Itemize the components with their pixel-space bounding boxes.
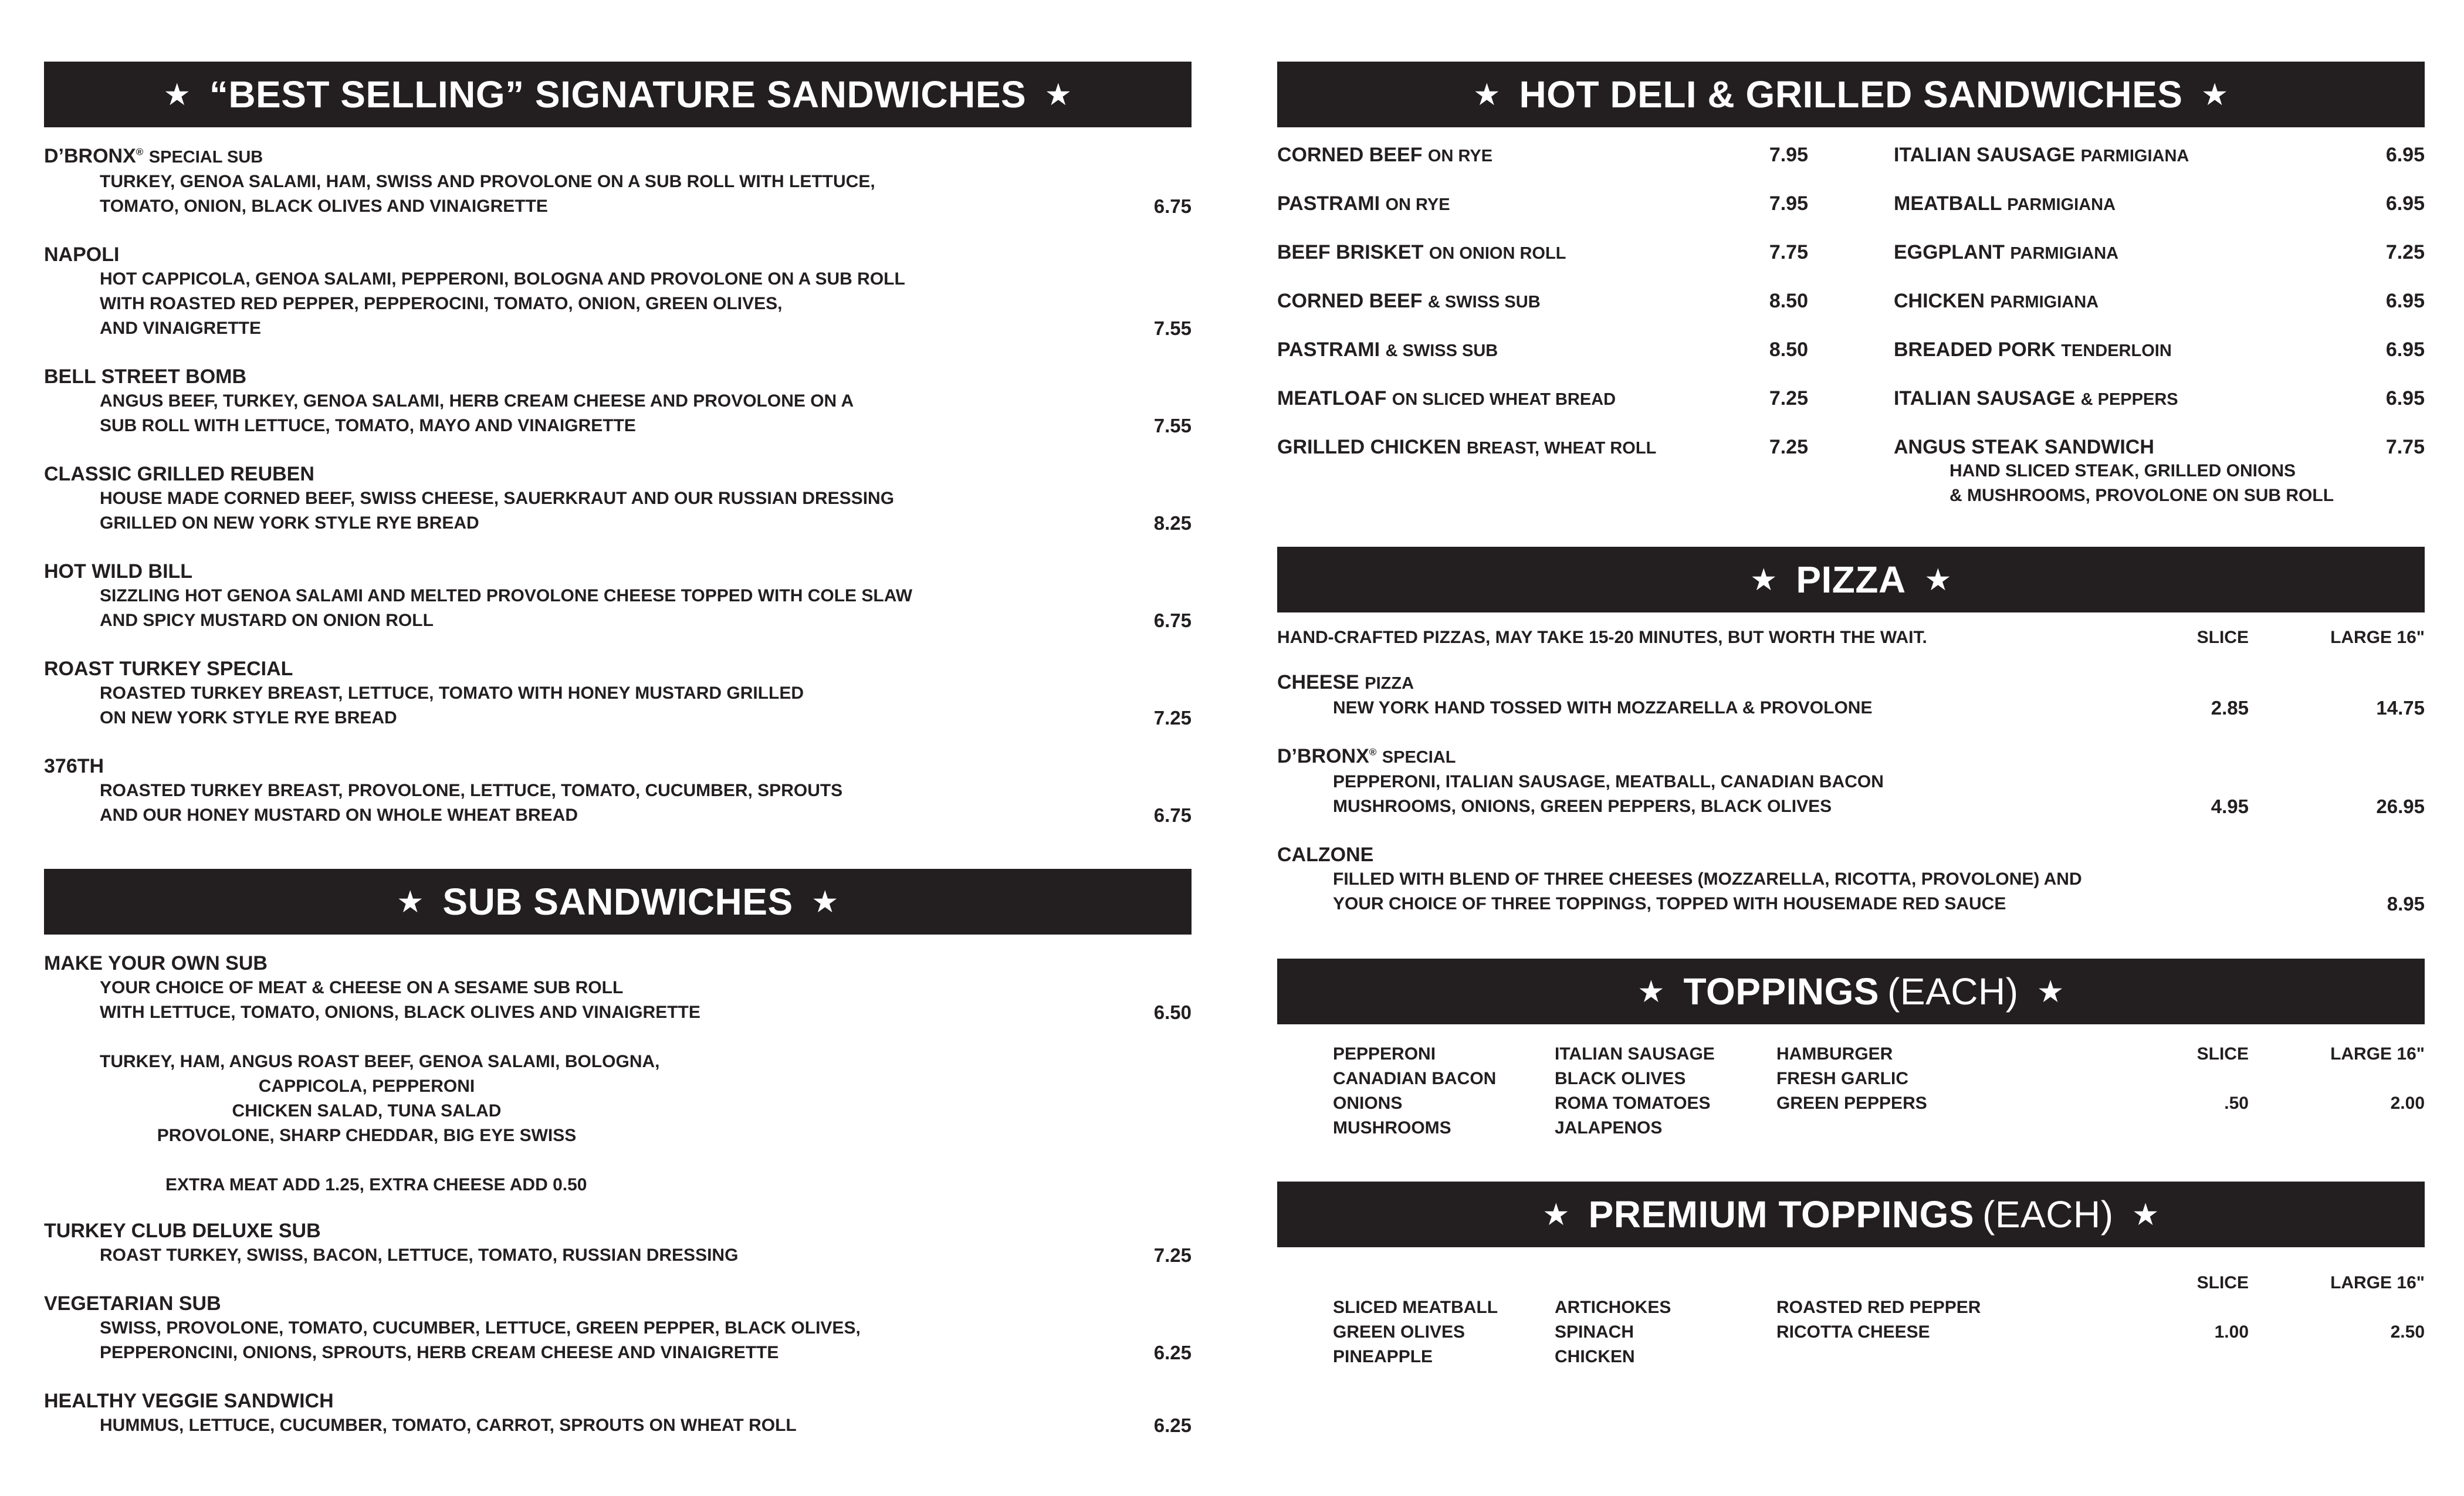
toppings-title: TOPPINGS bbox=[1683, 970, 1880, 1013]
item-name-detail: PARMIGIANA bbox=[2010, 244, 2119, 263]
star-icon: ★ bbox=[2038, 976, 2063, 1007]
desc-line: AND SPICY MUSTARD ON ONION ROLL bbox=[100, 611, 434, 630]
pizza-banner bbox=[1277, 547, 2425, 612]
desc-line: AND OUR HONEY MUSTARD ON WHOLE WHEAT BREAD bbox=[100, 805, 578, 825]
item-name-text: PASTRAMI bbox=[1277, 192, 1380, 215]
hot-right-list bbox=[1894, 144, 2425, 485]
large-price: 14.75 bbox=[2376, 697, 2425, 719]
item-name-detail: ON ONION ROLL bbox=[1429, 244, 1566, 263]
topping-item: SLICED MEATBALL bbox=[1333, 1298, 1498, 1317]
item-name: HEALTHY VEGGIE SANDWICH bbox=[44, 1390, 334, 1412]
pizza-header bbox=[1277, 628, 2425, 648]
desc-line: SUB ROLL WITH LETTUCE, TOMATO, MAYO AND VINAIGRETTE bbox=[100, 416, 636, 435]
item-name bbox=[1277, 339, 1498, 361]
pizza-intro: HAND-CRAFTED PIZZAS, MAY TAKE 15-20 MINUTES, BUT WORTH THE WAIT. bbox=[1277, 628, 1927, 647]
hot-item bbox=[1894, 144, 2425, 192]
item-name: MAKE YOUR OWN SUB bbox=[44, 952, 268, 974]
item-desc bbox=[44, 170, 1192, 219]
pizza-item bbox=[1277, 670, 2425, 720]
item-name-text: ITALIAN SAUSAGE bbox=[1894, 387, 2076, 409]
slice-header: SLICE bbox=[2196, 1273, 2249, 1292]
topping-item: ITALIAN SAUSAGE bbox=[1555, 1044, 1715, 1064]
item-name-text: D’BRONX bbox=[44, 145, 136, 167]
item-name bbox=[1277, 387, 1616, 410]
item-name-text: HOT WILD BILL bbox=[44, 560, 193, 583]
item-name-detail: SPECIAL SUB bbox=[148, 148, 263, 167]
item-name bbox=[44, 462, 1192, 486]
signature-list bbox=[44, 144, 1192, 828]
make-own-sub bbox=[44, 951, 1192, 1025]
large-header: LARGE 16" bbox=[2330, 1273, 2425, 1292]
item-desc bbox=[44, 1413, 1192, 1438]
desc-line: PEPPERONI, ITALIAN SAUSAGE, MEATBALL, CANADIAN BACON bbox=[1333, 772, 1884, 791]
item-name-text: ROAST TURKEY SPECIAL bbox=[44, 658, 293, 680]
large-price: 8.95 bbox=[2387, 893, 2425, 915]
steak-note bbox=[1894, 459, 2425, 508]
topping-item: ROMA TOMATOES bbox=[1555, 1094, 1711, 1113]
slice-price: 1.00 bbox=[2214, 1322, 2249, 1342]
topping-item: PINEAPPLE bbox=[1333, 1347, 1433, 1366]
item-name-detail: ON SLICED WHEAT BREAD bbox=[1392, 390, 1616, 409]
slice-price: 4.95 bbox=[2211, 796, 2249, 817]
item-name-text: CHICKEN bbox=[1894, 290, 1985, 312]
item-name bbox=[1277, 290, 1541, 313]
item-name bbox=[1277, 744, 2425, 770]
item-price: 6.75 bbox=[1153, 804, 1192, 826]
item-name bbox=[1894, 241, 2118, 264]
desc-line: NEW YORK HAND TOSSED WITH MOZZARELLA & PROVOLONE bbox=[1333, 698, 1873, 717]
item-price: 7.25 bbox=[1153, 1244, 1192, 1266]
desc-line: HOUSE MADE CORNED BEEF, SWISS CHEESE, SAUERKRAUT AND OUR RUSSIAN DRESSING bbox=[100, 489, 895, 508]
topping-column bbox=[1776, 1042, 1998, 1140]
item-name: TURKEY CLUB DELUXE SUB bbox=[44, 1220, 321, 1242]
item-name bbox=[44, 559, 1192, 584]
topping-item: PEPPERONI bbox=[1333, 1044, 1436, 1064]
hot-item bbox=[1277, 290, 1808, 339]
large-header: LARGE 16" bbox=[2330, 1044, 2425, 1064]
item-price: 6.25 bbox=[1153, 1414, 1192, 1436]
item-name-text: ITALIAN SAUSAGE bbox=[1894, 144, 2076, 166]
desc-line: SWISS, PROVOLONE, TOMATO, CUCUMBER, LETTUCE, GREEN PEPPER, BLACK OLIVES, bbox=[100, 1318, 861, 1338]
menu-item bbox=[44, 559, 1192, 633]
star-icon: ★ bbox=[1474, 79, 1500, 110]
pizza-item bbox=[1277, 842, 2425, 916]
pizza-list bbox=[1277, 670, 2425, 916]
item-price: 6.95 bbox=[2385, 144, 2425, 166]
item-name bbox=[1277, 192, 1450, 215]
item-name-text: BEEF BRISKET bbox=[1277, 241, 1424, 263]
item-name-text: EGGPLANT bbox=[1894, 241, 2005, 263]
hot-item bbox=[1277, 241, 1808, 290]
desc-line: PEPPERONCINI, ONIONS, SPROUTS, HERB CREAM CHEESE AND VINAIGRETTE bbox=[100, 1343, 779, 1362]
item-name bbox=[44, 364, 1192, 389]
item-desc bbox=[44, 267, 1192, 341]
item-name-text: CORNED BEEF bbox=[1277, 144, 1423, 166]
hot-banner bbox=[1277, 62, 2425, 127]
topping-item: FRESH GARLIC bbox=[1776, 1069, 1908, 1088]
hot-item bbox=[1277, 192, 1808, 241]
item-price: 7.55 bbox=[1153, 317, 1192, 339]
choice-line: PROVOLONE, SHARP CHEDDAR, BIG EYE SWISS bbox=[157, 1126, 577, 1145]
item-price: 7.25 bbox=[1769, 387, 1808, 409]
sub-list bbox=[44, 1219, 1192, 1438]
topping-item: ROASTED RED PEPPER bbox=[1776, 1298, 1981, 1317]
large-column bbox=[2249, 1042, 2425, 1140]
hot-item bbox=[1277, 339, 1808, 387]
premium-block bbox=[1277, 1271, 2425, 1369]
item-name-text: CALZONE bbox=[1277, 844, 1374, 866]
menu-item bbox=[44, 242, 1192, 341]
sub-title: SUB SANDWICHES bbox=[442, 881, 793, 923]
star-icon: ★ bbox=[1544, 1199, 1569, 1230]
desc-line: ON NEW YORK STYLE RYE BREAD bbox=[100, 708, 397, 727]
item-desc bbox=[44, 486, 1192, 536]
large-price: 2.50 bbox=[2390, 1322, 2425, 1342]
topping-column bbox=[1333, 1295, 1555, 1369]
registered-mark: ® bbox=[1369, 746, 1377, 758]
desc-line: WITH LETTUCE, TOMATO, ONIONS, BLACK OLIVES AND VINAIGRETTE bbox=[100, 1003, 700, 1022]
item-name-detail: & PEPPERS bbox=[2080, 390, 2178, 409]
star-icon: ★ bbox=[398, 886, 423, 917]
item-name bbox=[1894, 144, 2189, 167]
large-column bbox=[2249, 1271, 2425, 1369]
desc-line: SIZZLING HOT GENOA SALAMI AND MELTED PROVOLONE CHEESE TOPPED WITH COLE SLAW bbox=[100, 586, 913, 605]
slice-header: SLICE bbox=[2196, 1044, 2249, 1064]
topping-column bbox=[1555, 1295, 1776, 1369]
item-name bbox=[1894, 387, 2178, 410]
item-price: 8.50 bbox=[1769, 339, 1808, 361]
item-price: 6.95 bbox=[2385, 192, 2425, 215]
topping-item: MUSHROOMS bbox=[1333, 1118, 1451, 1138]
item-name-detail: ON RYE bbox=[1427, 147, 1493, 165]
choice-line: CAPPICOLA, PEPPERONI bbox=[258, 1077, 475, 1096]
star-icon: ★ bbox=[1046, 79, 1071, 110]
signature-title: “BEST SELLING” SIGNATURE SANDWICHES bbox=[209, 73, 1027, 116]
item-price: 7.75 bbox=[2385, 436, 2425, 458]
hot-right-column bbox=[1894, 144, 2425, 508]
item-price: 6.50 bbox=[1153, 1001, 1192, 1023]
item-name bbox=[1894, 436, 2154, 459]
item-name-text: CORNED BEEF bbox=[1277, 290, 1423, 312]
item-price: 8.25 bbox=[1153, 512, 1192, 534]
hot-item bbox=[1894, 192, 2425, 241]
item-price: 6.95 bbox=[2385, 290, 2425, 312]
topping-item: CHICKEN bbox=[1555, 1347, 1635, 1366]
item-name-text: BREADED PORK bbox=[1894, 339, 2056, 361]
slice-column bbox=[2131, 1042, 2249, 1140]
item-name-text: PASTRAMI bbox=[1277, 339, 1380, 361]
item-desc bbox=[44, 584, 1192, 633]
toppings-each: (EACH) bbox=[1887, 970, 2019, 1013]
hot-grid bbox=[1277, 144, 2425, 508]
item-price: 7.25 bbox=[1769, 436, 1808, 458]
topping-item: GREEN OLIVES bbox=[1333, 1322, 1465, 1342]
item-name-text: CHEESE bbox=[1277, 671, 1359, 693]
item-name bbox=[1894, 192, 2116, 215]
item-name-text: 376TH bbox=[44, 755, 104, 777]
note-line: & MUSHROOMS, PROVOLONE ON SUB ROLL bbox=[1949, 486, 2334, 505]
topping-item: ARTICHOKES bbox=[1555, 1298, 1671, 1317]
menu-item bbox=[44, 656, 1192, 730]
topping-item: GREEN PEPPERS bbox=[1776, 1094, 1927, 1113]
star-icon: ★ bbox=[1925, 564, 1951, 595]
meat-cheese-choices bbox=[44, 1050, 1192, 1197]
large-price: 26.95 bbox=[2376, 796, 2425, 817]
item-name-text: ANGUS STEAK SANDWICH bbox=[1894, 436, 2154, 458]
desc-line: ROASTED TURKEY BREAST, LETTUCE, TOMATO WITH HONEY MUSTARD GRILLED bbox=[100, 683, 804, 703]
item-name-text: NAPOLI bbox=[44, 243, 120, 266]
item-name-detail: & SWISS SUB bbox=[1385, 341, 1498, 360]
slice-header: SLICE bbox=[2196, 628, 2249, 647]
menu-item bbox=[44, 144, 1192, 219]
slice-price: .50 bbox=[2224, 1094, 2249, 1113]
item-price: 7.75 bbox=[1769, 241, 1808, 263]
item-price: 7.95 bbox=[1769, 144, 1808, 166]
menu-item bbox=[44, 1291, 1192, 1365]
hot-item bbox=[1277, 144, 1808, 192]
item-name-detail: PARMIGIANA bbox=[2007, 195, 2116, 214]
desc-line: ROASTED TURKEY BREAST, PROVOLONE, LETTUCE, TOMATO, CUCUMBER, SPROUTS bbox=[100, 781, 843, 800]
topping-item: BLACK OLIVES bbox=[1555, 1069, 1686, 1088]
topping-column bbox=[1333, 1042, 1555, 1140]
item-desc bbox=[44, 976, 1192, 1025]
choice-line: TURKEY, HAM, ANGUS ROAST BEEF, GENOA SALAMI, BOLOGNA, bbox=[100, 1052, 660, 1071]
menu-item bbox=[44, 754, 1192, 828]
item-name-detail: PARMIGIANA bbox=[2080, 147, 2189, 165]
topping-item: ONIONS bbox=[1333, 1094, 1403, 1113]
extra-line: EXTRA MEAT ADD 1.25, EXTRA CHEESE ADD 0.50 bbox=[165, 1175, 587, 1194]
toppings-banner bbox=[1277, 959, 2425, 1024]
item-desc bbox=[44, 1243, 1192, 1268]
hot-item bbox=[1277, 436, 1808, 485]
item-desc bbox=[44, 1316, 1192, 1365]
hot-title: HOT DELI & GRILLED SANDWICHES bbox=[1519, 73, 2183, 116]
item-name-detail: TENDERLOIN bbox=[2061, 341, 2172, 360]
item-desc bbox=[44, 389, 1192, 438]
star-icon: ★ bbox=[2202, 79, 2228, 110]
item-name-detail: PARMIGIANA bbox=[1990, 293, 2099, 312]
topping-prices bbox=[1998, 1271, 2425, 1369]
desc-line: AND VINAIGRETTE bbox=[100, 319, 262, 338]
topping-item: JALAPENOS bbox=[1555, 1118, 1663, 1138]
item-name bbox=[1277, 842, 2425, 867]
desc-line: HOT CAPPICOLA, GENOA SALAMI, PEPPERONI, BOLOGNA AND PROVOLONE ON A SUB ROLL bbox=[100, 269, 905, 289]
desc-line: GRILLED ON NEW YORK STYLE RYE BREAD bbox=[100, 513, 479, 533]
star-icon: ★ bbox=[1751, 564, 1776, 595]
item-price: 7.55 bbox=[1153, 415, 1192, 436]
signature-banner bbox=[44, 62, 1192, 127]
premium-each: (EACH) bbox=[1982, 1193, 2114, 1236]
item-price: 6.95 bbox=[2385, 339, 2425, 361]
slice-column bbox=[2131, 1271, 2249, 1369]
item-name-text: MEATLOAF bbox=[1277, 387, 1387, 409]
hot-item bbox=[1277, 387, 1808, 436]
item-name-detail: BREAST, WHEAT ROLL bbox=[1467, 439, 1657, 458]
slice-price: 2.85 bbox=[2211, 697, 2249, 719]
item-price: 6.95 bbox=[2385, 387, 2425, 409]
desc-line: YOUR CHOICE OF MEAT & CHEESE ON A SESAME SUB ROLL bbox=[100, 978, 624, 997]
topping-item: HAMBURGER bbox=[1776, 1044, 1893, 1064]
menu-item bbox=[44, 364, 1192, 438]
desc-line: TURKEY, GENOA SALAMI, HAM, SWISS AND PROVOLONE ON A SUB ROLL WITH LETTUCE, bbox=[100, 172, 875, 191]
premium-banner bbox=[1277, 1182, 2425, 1247]
desc-line: WITH ROASTED RED PEPPER, PEPPEROCINI, TOMATO, ONION, GREEN OLIVES, bbox=[100, 294, 783, 313]
item-name-detail: ON RYE bbox=[1385, 195, 1450, 214]
star-icon: ★ bbox=[165, 79, 189, 110]
choice-line: CHICKEN SALAD, TUNA SALAD bbox=[232, 1101, 502, 1121]
desc-line: HUMMUS, LETTUCE, CUCUMBER, TOMATO, CARROT, SPROUTS ON WHEAT ROLL bbox=[100, 1416, 797, 1435]
menu-item bbox=[44, 462, 1192, 536]
item-name bbox=[1277, 670, 2425, 696]
right-column bbox=[1277, 62, 2425, 1369]
item-name bbox=[44, 242, 1192, 267]
menu-item bbox=[44, 1389, 1192, 1438]
desc-line: MUSHROOMS, ONIONS, GREEN PEPPERS, BLACK OLIVES bbox=[1333, 797, 1832, 816]
item-name-text: GRILLED CHICKEN bbox=[1277, 436, 1461, 458]
menu-item bbox=[44, 1219, 1192, 1268]
pizza-title: PIZZA bbox=[1796, 559, 1906, 601]
item-name-text: CLASSIC GRILLED REUBEN bbox=[44, 463, 314, 485]
item-name-text: BELL STREET BOMB bbox=[44, 365, 247, 388]
hot-item bbox=[1894, 339, 2425, 387]
topping-item: SPINACH bbox=[1555, 1322, 1634, 1342]
item-name bbox=[1894, 339, 2172, 361]
item-desc bbox=[44, 779, 1192, 828]
topping-item: RICOTTA CHEESE bbox=[1776, 1322, 1930, 1342]
hot-item bbox=[1894, 387, 2425, 436]
item-name bbox=[1277, 144, 1492, 167]
note-line: HAND SLICED STEAK, GRILLED ONIONS bbox=[1949, 461, 2296, 480]
item-name bbox=[1894, 290, 2099, 313]
item-name bbox=[44, 656, 1192, 681]
item-price: 7.25 bbox=[2385, 241, 2425, 263]
item-price: 6.75 bbox=[1153, 195, 1192, 217]
star-icon: ★ bbox=[1639, 976, 1664, 1007]
item-name-detail: PIZZA bbox=[1365, 674, 1414, 693]
large-price: 2.00 bbox=[2390, 1094, 2425, 1113]
large-header: LARGE 16" bbox=[2330, 628, 2425, 647]
item-desc bbox=[44, 681, 1192, 730]
desc-line: TOMATO, ONION, BLACK OLIVES AND VINAIGRETTE bbox=[100, 197, 548, 216]
item-name-text: MEATBALL bbox=[1894, 192, 2002, 215]
item-name: VEGETARIAN SUB bbox=[44, 1292, 221, 1315]
hot-item bbox=[1894, 290, 2425, 339]
hot-left-column bbox=[1277, 144, 1808, 508]
toppings-block bbox=[1277, 1042, 2425, 1140]
desc-line: FILLED WITH BLEND OF THREE CHEESES (MOZZARELLA, RICOTTA, PROVOLONE) AND bbox=[1333, 869, 2082, 889]
topping-column bbox=[1776, 1295, 1998, 1369]
item-price: 7.95 bbox=[1769, 192, 1808, 215]
sub-banner bbox=[44, 869, 1192, 935]
topping-column bbox=[1555, 1042, 1776, 1140]
item-name-detail: & SWISS SUB bbox=[1427, 293, 1541, 312]
item-name-detail: SPECIAL bbox=[1382, 748, 1456, 767]
star-icon: ★ bbox=[813, 886, 838, 917]
desc-line: YOUR CHOICE OF THREE TOPPINGS, TOPPED WITH HOUSEMADE RED SAUCE bbox=[1333, 894, 2006, 913]
premium-title: PREMIUM TOPPINGS bbox=[1588, 1193, 1975, 1236]
item-name bbox=[44, 144, 1192, 170]
left-column bbox=[44, 62, 1192, 1438]
item-price: 8.50 bbox=[1769, 290, 1808, 312]
item-name bbox=[44, 754, 1192, 779]
item-price: 7.25 bbox=[1153, 707, 1192, 729]
item-price: 6.75 bbox=[1153, 610, 1192, 631]
desc-line: ANGUS BEEF, TURKEY, GENOA SALAMI, HERB CREAM CHEESE AND PROVOLONE ON A bbox=[100, 391, 854, 411]
item-price: 6.25 bbox=[1153, 1342, 1192, 1363]
star-icon: ★ bbox=[2133, 1199, 2158, 1230]
item-name bbox=[1277, 241, 1566, 264]
registered-mark: ® bbox=[136, 146, 144, 158]
topping-item: CANADIAN BACON bbox=[1333, 1069, 1497, 1088]
item-name-text: D’BRONX bbox=[1277, 745, 1369, 767]
hot-item bbox=[1894, 241, 2425, 290]
pizza-item bbox=[1277, 744, 2425, 819]
desc-line: ROAST TURKEY, SWISS, BACON, LETTUCE, TOMATO, RUSSIAN DRESSING bbox=[100, 1245, 739, 1265]
item-name bbox=[1277, 436, 1656, 459]
topping-prices bbox=[1998, 1042, 2425, 1140]
